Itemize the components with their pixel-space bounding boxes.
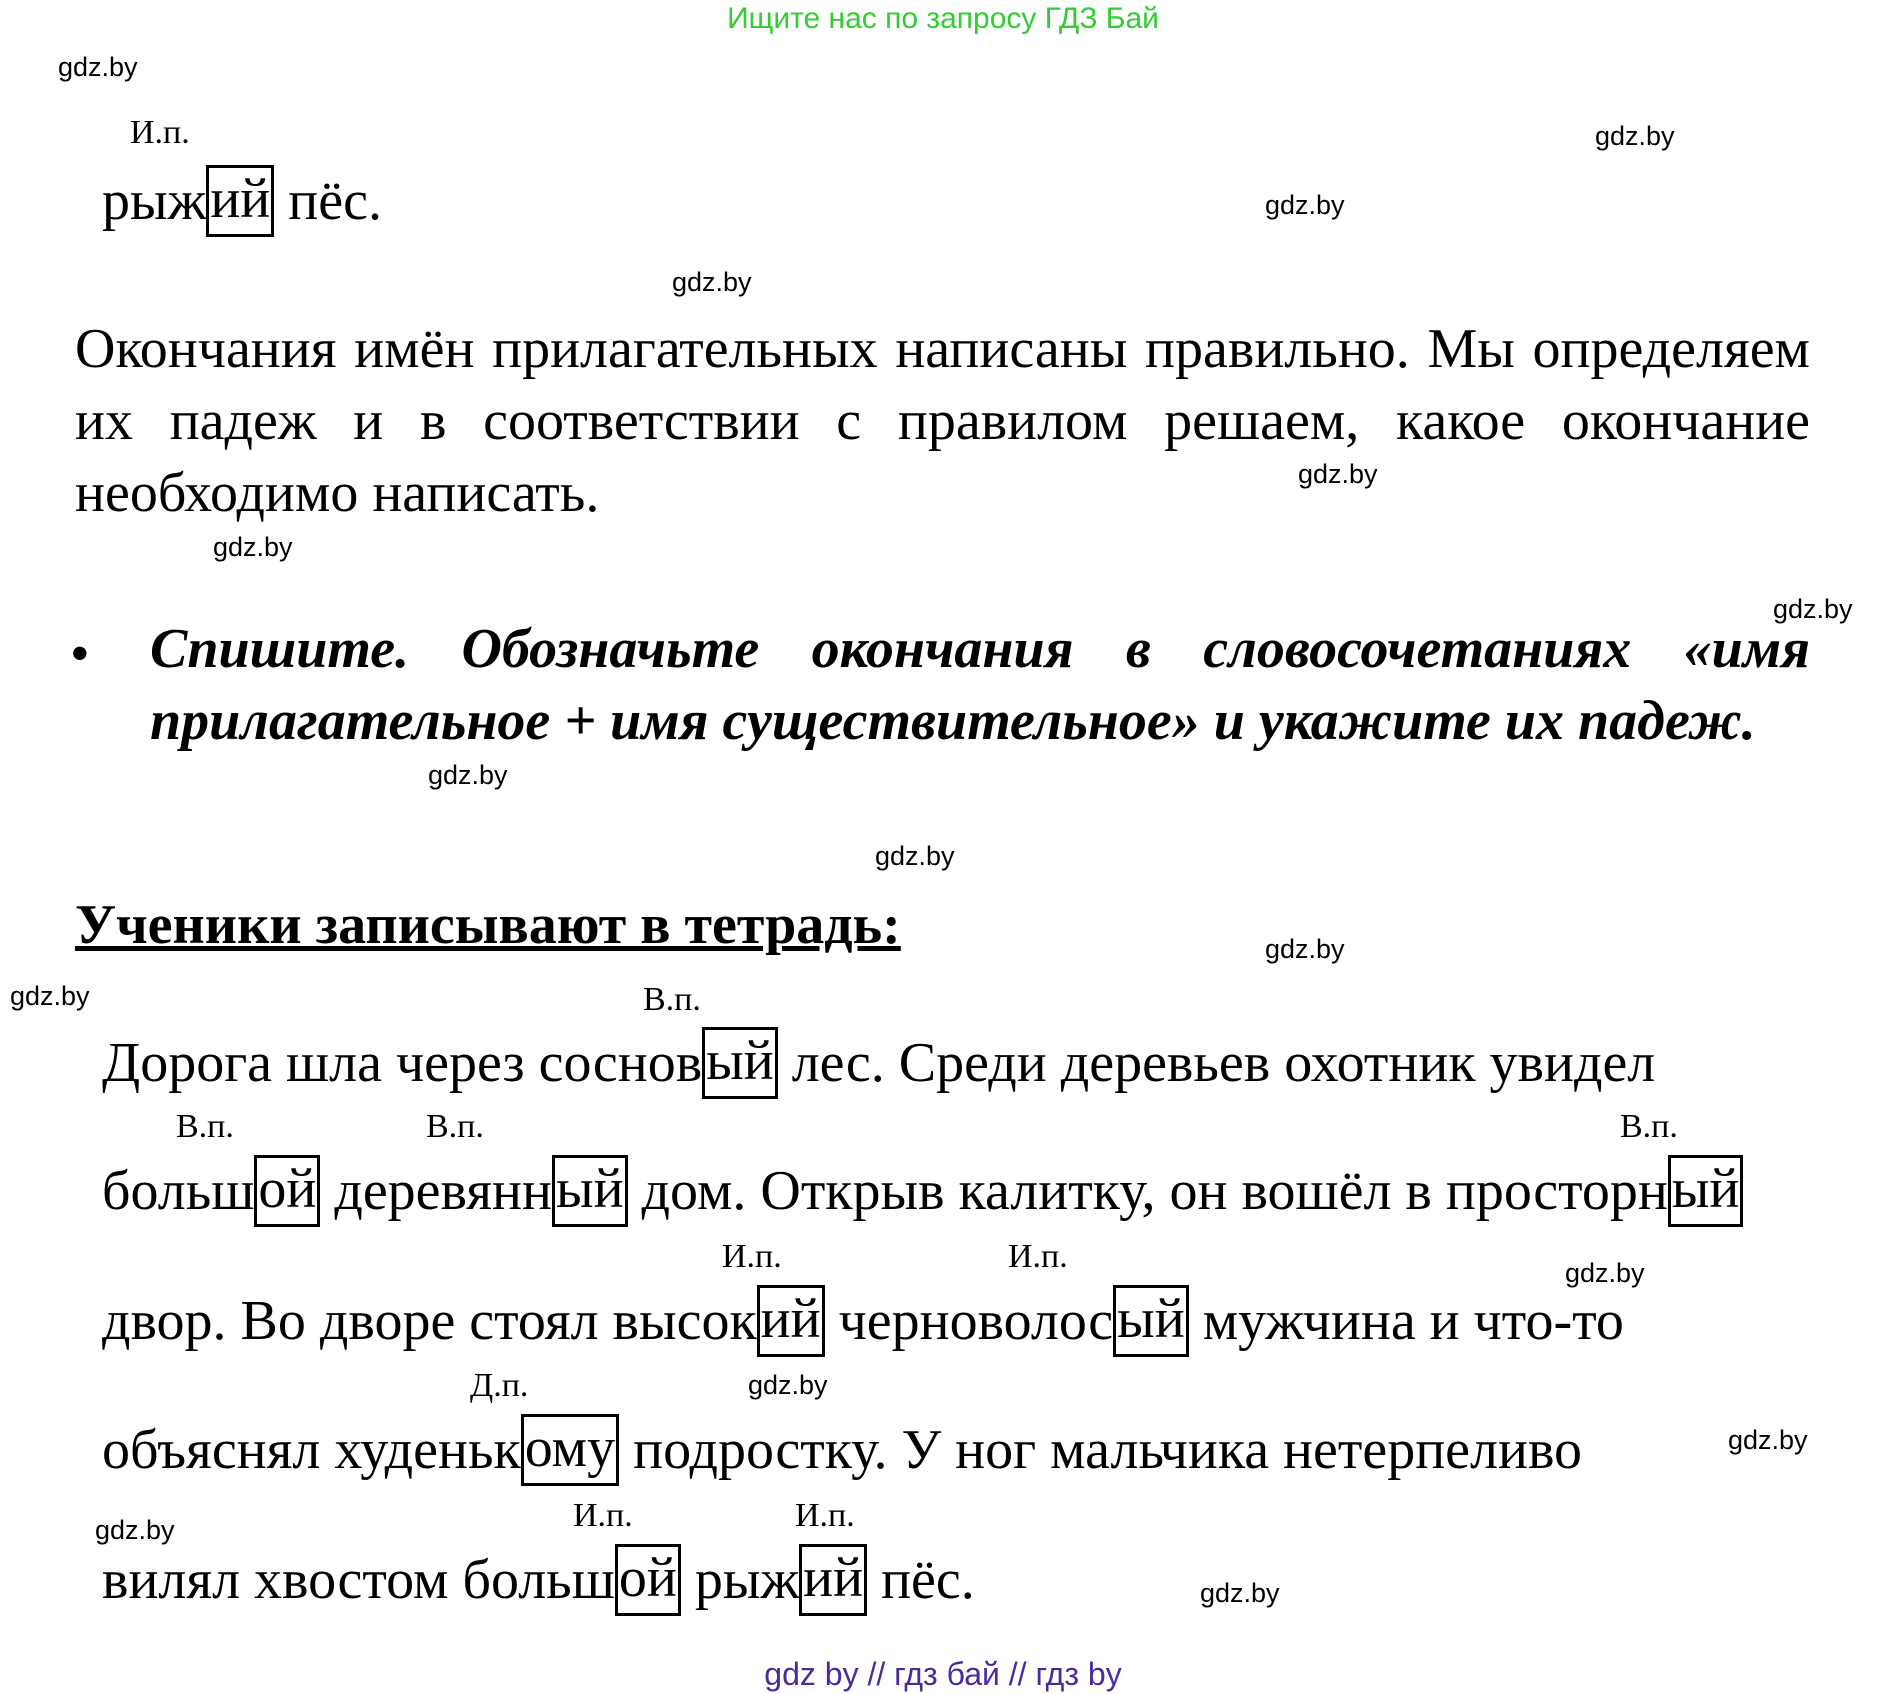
task-instruction: Спишите. Обозначьте окончания в словосочетаниях «имя прилагательное + имя существительное» и укажите их падеж. (150, 618, 1810, 752)
section-heading: Ученики записывают в тетрадь: (75, 894, 901, 956)
ending-box: ый (1113, 1285, 1189, 1357)
ending-box: ому (521, 1414, 619, 1486)
watermark: gdz.by (1773, 594, 1853, 624)
ending-box: ий (206, 165, 274, 237)
case-label: В.п. (643, 981, 701, 1018)
ending-box: ой (254, 1155, 320, 1227)
text-line-3: двор. Во дворе стоял высокий черноволосый мужчина и что-то (102, 1285, 1624, 1357)
watermark: gdz.by (875, 841, 955, 871)
watermark: gdz.by (1298, 459, 1378, 489)
watermark: gdz.by (1265, 190, 1345, 220)
case-label: И.п. (1008, 1238, 1068, 1275)
case-label: И.п. (573, 1497, 633, 1534)
case-label: В.п. (426, 1108, 484, 1145)
watermark: gdz.by (1595, 121, 1675, 151)
watermark: gdz.by (672, 267, 752, 297)
search-banner: Ищите нас по запросу ГДЗ Бай (727, 2, 1159, 35)
case-label: И.п. (795, 1497, 855, 1534)
watermark: gdz.by (1565, 1258, 1645, 1288)
case-label: В.п. (1620, 1108, 1678, 1145)
text-line-1: Дорога шла через сосновый лес. Среди деревьев охотник увидел (102, 1027, 1655, 1099)
explanation-paragraph: Окончания имён прилагательных написаны правильно. Мы определяем их падеж и в соответствии с правилом решаем, какое окончание необходимо написать. (75, 318, 1810, 524)
text-line-5: вилял хвостом большой рыжий пёс. (102, 1544, 975, 1616)
watermark: gdz.by (58, 52, 138, 82)
watermark: gdz.by (1728, 1425, 1808, 1455)
footer-links[interactable]: gdz by // гдз бай // гдз by (764, 1656, 1122, 1692)
case-label: Д.п. (470, 1367, 529, 1404)
bullet-icon: • (70, 623, 90, 685)
ending-box: ий (799, 1544, 867, 1616)
text-line-4: объяснял худенькому подростку. У ног мальчика нетерпеливо (102, 1414, 1582, 1486)
text-line-2: большой деревянный дом. Открыв калитку, он вошёл в просторный (102, 1155, 1743, 1227)
watermark: gdz.by (1200, 1578, 1280, 1608)
watermark: gdz.by (95, 1515, 175, 1545)
ending-box: ый (702, 1027, 778, 1099)
ending-box: ый (552, 1155, 628, 1227)
ending-box: ый (1668, 1155, 1744, 1227)
ending-box: ий (757, 1285, 825, 1357)
case-label: И.п. (130, 114, 190, 151)
watermark: gdz.by (428, 760, 508, 790)
case-label: В.п. (176, 1108, 234, 1145)
case-label: И.п. (722, 1238, 782, 1275)
watermark: gdz.by (1265, 934, 1345, 964)
ending-box: ой (615, 1544, 681, 1616)
example-line: рыжий пёс. (102, 165, 382, 237)
watermark: gdz.by (748, 1370, 828, 1400)
watermark: gdz.by (213, 532, 293, 562)
watermark: gdz.by (10, 981, 90, 1011)
